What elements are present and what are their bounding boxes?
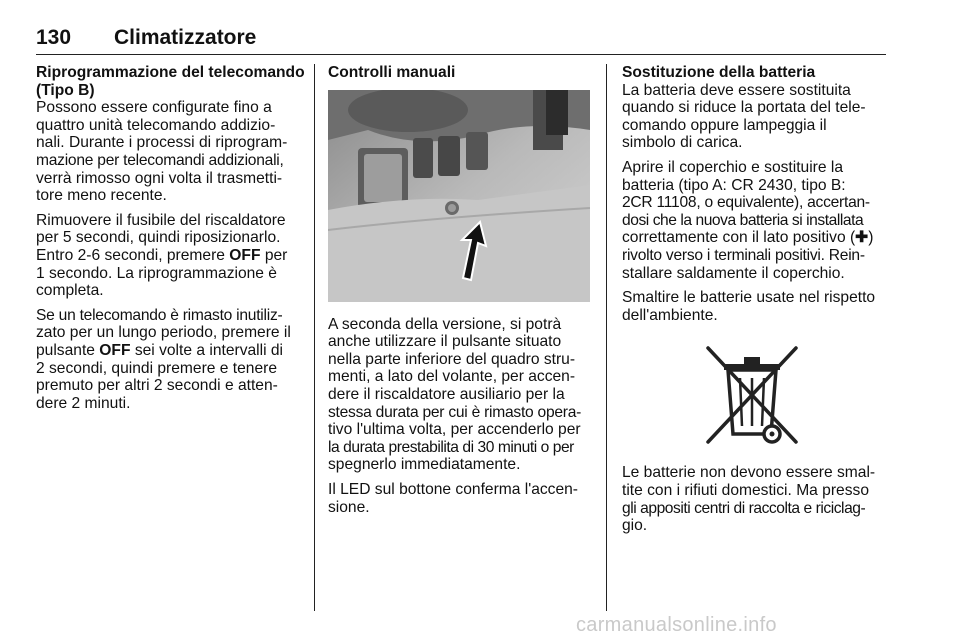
off-label: OFF — [229, 246, 261, 264]
paragraph: Smaltire le batterie usate nel rispetto dell'ambiente. — [622, 289, 876, 324]
paragraph: Se un telecomando è rimasto inutiliz- zato per un lungo periodo, premere il pulsante OFF sei volte a intervalli di 2 secondi, quindi premere e tenere premuto per altri 2 secondi e atten- dere 2 minuti. — [36, 306, 291, 412]
page-number: 130 — [36, 26, 72, 49]
section-heading: Controlli manuali — [328, 64, 456, 81]
off-label: OFF — [99, 341, 131, 359]
column-divider — [606, 64, 607, 611]
paragraph: Il LED sul bottone conferma l'accen- sione. — [328, 480, 579, 516]
dashboard-button-photo — [328, 90, 590, 302]
paragraph: Rimuovere il fusibile del riscaldatore per 5 secondi, quindi riposizionarlo. Entro 2-6 secondi, premere OFF per 1 secondo. La riprogrammazione è completa. — [36, 211, 288, 300]
column-middle — [328, 64, 590, 516]
paragraph: Possono essere configurate fino a quattro unità telecomando addizio- nali. Durante i processi di riprogram- mazione per telecomandi addizionali, verrà rimosso ogni volta il trasmetti- tore meno recente. — [36, 99, 288, 205]
paragraph: Le batterie non devono essere smal- tite con i rifiuti domestici. Ma presso gli appositi centri di raccolta e riciclag- gio. — [622, 464, 876, 535]
watermark: carmanualsonline.info — [576, 614, 777, 636]
plus-icon: ✚ — [855, 229, 869, 247]
paragraph: Aprire il coperchio e sostituire la batteria (tipo A: CR 2430, tipo B: 2CR 11108, o equivalente), accertan- dosi che la nuova batteria si installata correttamente con il lato positivo (✚) rivolto verso i terminali positivi. Rein- stallare saldamente il coperchio. — [622, 158, 874, 282]
paragraph: La batteria deve essere sostituita quando si riduce la portata del tele- comando oppure lampeggia il simbolo di carica. — [622, 81, 866, 152]
page-header — [36, 26, 886, 55]
page-title: Climatizzatore — [114, 26, 257, 49]
column-left — [36, 64, 305, 412]
column-right — [622, 64, 884, 535]
section-heading: Riprogrammazione del telecomando (Tipo B) — [36, 64, 305, 99]
section-heading: Sostituzione della batteria — [622, 64, 816, 81]
paragraph: A seconda della versione, si potrà anche utilizzare il pulsante situato nella parte inferiore del quadro stru- menti, a lato del volante, per accen- dere il riscaldatore ausiliario per la stessa durata per cui è rimasto opera- tivo l'ultima volta, per accenderlo per la durata prestabilita di 30 minuti o per spegnerlo immediatamente. — [328, 315, 582, 474]
crossed-out-bin-icon — [702, 342, 802, 450]
column-divider — [314, 64, 315, 611]
